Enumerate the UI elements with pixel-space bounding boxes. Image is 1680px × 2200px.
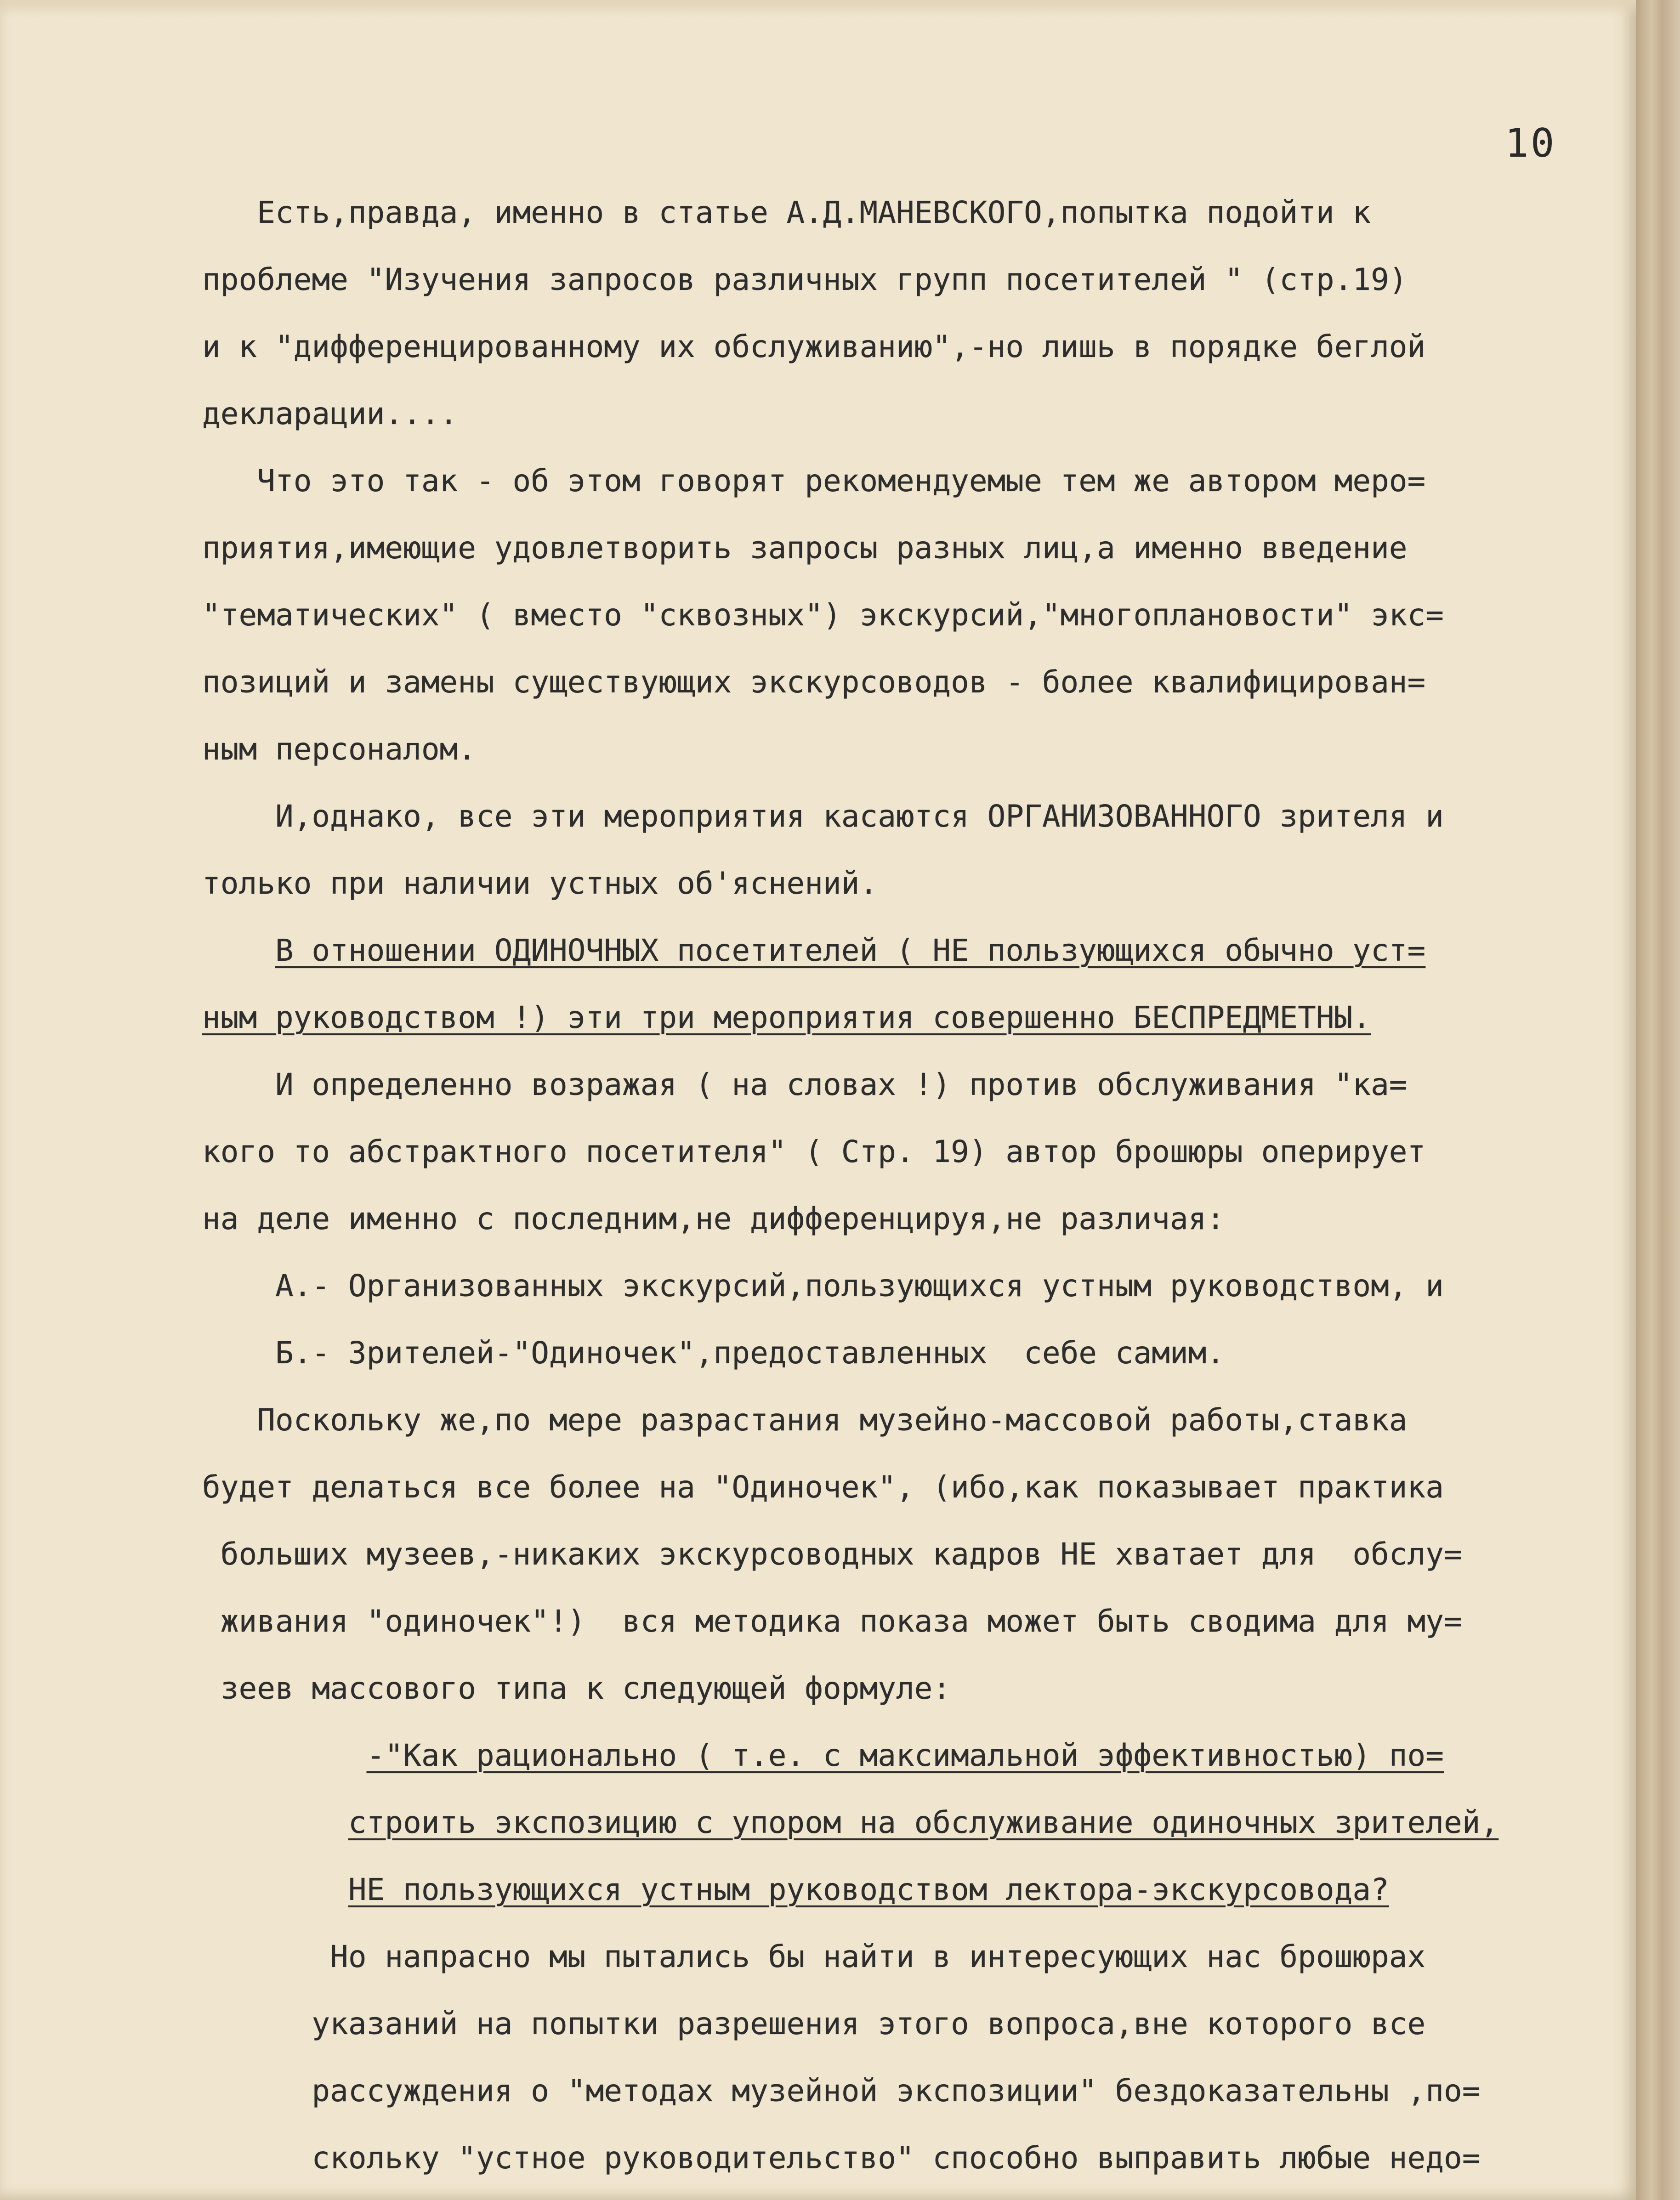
line-indent xyxy=(202,1939,330,1974)
line-indent xyxy=(202,933,275,968)
line-text: позиций и замены существующих экскурсоводов - более квалифицирован= xyxy=(202,664,1426,700)
text-line xyxy=(202,1387,1627,1454)
line-text: больших музеев,-никаких экскурсоводных кадров НЕ хватает для обслу= xyxy=(202,1537,1462,1572)
line-indent xyxy=(202,1067,275,1102)
line-text: указаний на попытки разрешения этого вопроса,вне которого все xyxy=(312,2006,1426,2041)
text-line xyxy=(202,984,1627,1051)
line-indent xyxy=(202,1738,367,1773)
text-line xyxy=(202,2058,1627,2125)
line-text: "тематических" ( вместо "сквозных") экскурсий,"многоплановости" экс= xyxy=(202,597,1444,633)
line-indent xyxy=(202,195,257,230)
line-text: Есть,правда, именно в статье А.Д.МАНЕВСКОГО,попытка подойти к xyxy=(257,195,1371,230)
text-line xyxy=(202,1655,1627,1722)
text-line xyxy=(202,1051,1627,1118)
text-line xyxy=(202,917,1627,984)
line-text: кого то абстрактного посетителя" ( Стр. 19) автор брошюры оперирует xyxy=(202,1134,1426,1169)
text-line xyxy=(202,1990,1627,2058)
line-text: декларации.... xyxy=(202,396,458,431)
typewritten-text-block xyxy=(202,179,1627,2192)
text-line xyxy=(202,716,1627,783)
line-text: А.- Организованных экскурсий,пользующихся устным руководством, и xyxy=(275,1268,1444,1304)
text-line xyxy=(202,1253,1627,1320)
line-indent xyxy=(202,1335,275,1371)
line-text: приятия,имеющие удовлетворить запросы разных лиц,а именно введение xyxy=(202,530,1408,566)
text-line xyxy=(202,1185,1627,1253)
line-text: скольку "устное руководительство" способно выправить любые недо= xyxy=(312,2140,1481,2176)
line-indent xyxy=(202,799,275,834)
line-indent xyxy=(202,2140,312,2176)
underlined-line-text: ным руководством !) эти три мероприятия совершенно БЕСПРЕДМЕТНЫ. xyxy=(202,1000,1371,1035)
stacked-pages-edge xyxy=(1636,0,1680,2200)
underlined-line-text: строить экспозицию с упором на обслуживание одиночных зрителей, xyxy=(348,1805,1499,1840)
underlined-line-text: В отношении ОДИНОЧНЫХ посетителей ( НЕ пользующихся обычно уст= xyxy=(275,933,1426,968)
text-line xyxy=(202,1454,1627,1521)
text-line xyxy=(202,380,1627,448)
text-line xyxy=(202,582,1627,649)
line-indent xyxy=(202,2073,312,2109)
text-line xyxy=(202,1722,1627,1789)
line-text: на деле именно с последним,не дифференцируя,не различая: xyxy=(202,1201,1225,1236)
text-line xyxy=(202,1588,1627,1655)
page-number: 10 xyxy=(1505,120,1556,166)
page-top-edge xyxy=(0,0,1636,18)
line-text: только при наличии устных об'яснений. xyxy=(202,866,878,901)
line-text: Б.- Зрителей-"Одиночек",предоставленных себе самим. xyxy=(275,1335,1225,1371)
text-line xyxy=(202,1118,1627,1185)
text-line xyxy=(202,783,1627,850)
underlined-line-text: -"Как рационально ( т.е. с максимальной эффективностью) по= xyxy=(366,1738,1444,1773)
line-indent xyxy=(202,1805,348,1840)
text-line xyxy=(202,1320,1627,1387)
line-indent xyxy=(202,1872,348,1907)
text-line xyxy=(202,850,1627,917)
line-text: Что это так - об этом говорят рекомендуемые тем же автором меро= xyxy=(257,463,1426,499)
text-line xyxy=(202,649,1627,716)
line-text: проблеме "Изучения запросов различных групп посетителей " (стр.19) xyxy=(202,262,1408,297)
text-line xyxy=(202,1923,1627,1990)
line-indent xyxy=(202,1402,257,1438)
line-text: будет делаться все более на "Одиночек", (ибо,как показывает практика xyxy=(202,1469,1444,1505)
text-line xyxy=(202,2125,1627,2192)
underlined-line-text: НЕ пользующихся устным руководством лектора-экскурсовода? xyxy=(348,1872,1389,1907)
text-line xyxy=(202,1856,1627,1923)
line-text: И,однако, все эти мероприятия касаются ОРГАНИЗОВАННОГО зрителя и xyxy=(275,799,1444,834)
line-text: И определенно возражая ( на словах !) против обслуживания "ка= xyxy=(275,1067,1408,1102)
line-text: рассуждения о "методах музейной экспозиции" бездоказательны ,по= xyxy=(312,2073,1481,2109)
line-text: Поскольку же,по мере разрастания музейно-массовой работы,ставка xyxy=(257,1402,1408,1438)
line-indent xyxy=(202,2006,312,2041)
line-text: зеев массового типа к следующей формуле: xyxy=(202,1671,951,1706)
text-line xyxy=(202,448,1627,515)
text-line xyxy=(202,1521,1627,1588)
text-line xyxy=(202,246,1627,313)
text-line xyxy=(202,313,1627,380)
line-text: ным персоналом. xyxy=(202,731,477,767)
line-text: Но напрасно мы пытались бы найти в интересующих нас брошюрах xyxy=(330,1939,1426,1974)
text-line xyxy=(202,1789,1627,1856)
line-text: живания "одиночек"!) вся методика показа может быть сводима для му= xyxy=(202,1604,1462,1639)
line-indent xyxy=(202,463,257,499)
line-text: и к "дифференцированному их обслуживанию",-но лишь в порядке беглой xyxy=(202,329,1426,364)
text-line xyxy=(202,515,1627,582)
text-line xyxy=(202,179,1627,246)
line-indent xyxy=(202,1268,275,1304)
